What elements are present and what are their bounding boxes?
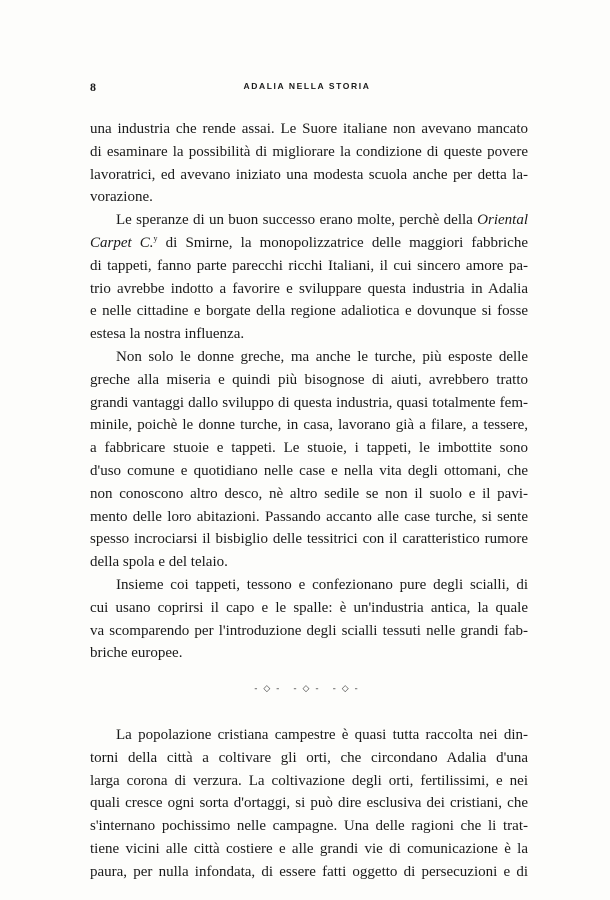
- paragraph-4: [90, 574, 528, 665]
- paragraph-1: [90, 118, 528, 209]
- text-line: e nelle cittadine e borgate della regione adaliotica e dovunque si fosse: [90, 303, 528, 320]
- text-line: spesso incrociarsi il bisbiglio delle tessitrici con il caratteristico rumore: [90, 531, 528, 548]
- section-divider-ornament: -◇- -◇- -◇-: [254, 683, 364, 694]
- text-line: paura, per nulla infondata, di essere fatti oggetto di persecuzioni e di: [90, 863, 528, 880]
- text-line: lavoratrici, ed avevano iniziato una modesta scuola anche per detta la-: [90, 166, 528, 183]
- paragraph-5: [90, 724, 528, 884]
- body-text: [90, 118, 528, 884]
- text-line: [90, 209, 528, 232]
- text-line: non conoscono altro desco, nè altro sedile se non il suolo e il pavi-: [90, 485, 528, 502]
- text-line: grandi vantaggi dallo sviluppo di questa industria, quasi totalmente fem-: [90, 394, 528, 411]
- text-line: Non solo le donne greche, ma anche le turche, più esposte delle: [116, 348, 528, 365]
- text-segment: di Smirne, la monopolizzatrice delle maggiori fabbriche: [165, 234, 528, 251]
- text-line: tiene vicini alle città costiere e alle grandi vie di comunicazione è la: [90, 840, 528, 857]
- text-line: greche alla miseria e quindi più bisognose di aiuti, avrebbero tratto: [90, 371, 528, 388]
- italic-company-name: Carpet C.: [90, 234, 154, 251]
- text-line: La popolazione cristiana campestre è quasi tutta raccolta nei din-: [116, 726, 528, 743]
- text-line: della spola e del telaio.: [90, 554, 228, 571]
- text-line: [90, 232, 528, 255]
- text-line: torni della città a coltivare gli orti, che circondano Adalia d'una: [90, 749, 528, 766]
- text-line: minile, poichè le donne turche, in casa, lavorano già a filare, a tessere,: [90, 417, 528, 434]
- text-line: s'internano pochissimo nelle campagne. Una delle ragioni che li trat-: [90, 818, 528, 835]
- text-line: trio avrebbe indotto a favorire e sviluppare questa industria in Adalia: [90, 280, 528, 297]
- text-line: cui usano coprirsi il capo e le spalle: è un'industria antica, la quale: [90, 599, 528, 616]
- text-segment: Le speranze di un buon successo erano molte, perchè della: [116, 212, 473, 229]
- text-line: d'uso comune e quotidiano nelle case e nella vita degli ottomani, che: [90, 462, 528, 479]
- paragraph-2: [90, 209, 528, 346]
- text-line: quali cresce ogni sorta d'ortaggi, si può dire esclusiva dei cristiani, che: [90, 795, 528, 812]
- text-line: di tappeti, fanno parte parecchi ricchi Italiani, il cui sincero amore pa-: [90, 257, 528, 274]
- text-line: di esaminare la possibilità di migliorare la condizione di queste povere: [90, 143, 528, 160]
- superscript: y: [153, 233, 158, 243]
- text-line: mento delle loro abitazioni. Passando accanto alle case turche, si sente: [90, 508, 528, 525]
- text-line: estesa la nostra influenza.: [90, 326, 245, 343]
- running-head: ADALIA NELLA STORIA: [243, 81, 371, 91]
- text-line: a fabbricare stuoie e tappeti. Le stuoie, i tappeti, le imbottite sono: [90, 440, 528, 457]
- text-line: briche europee.: [90, 645, 183, 662]
- page-header: [90, 80, 524, 96]
- text-line: vorazione.: [90, 189, 153, 206]
- paragraph-3: [90, 346, 528, 574]
- text-line: larga corona di verzura. La coltivazione degli orti, fertilissimi, e nei: [90, 772, 528, 789]
- text-line: va scomparendo per l'introduzione degli scialli tessuti nelle grandi fab-: [90, 622, 528, 639]
- page-number: 8: [90, 80, 97, 94]
- italic-company-name: Oriental: [477, 212, 529, 229]
- text-line: una industria che rende assai. Le Suore italiane non avevano mancato: [90, 121, 528, 137]
- text-line: Insieme coi tappeti, tessono e confezionano pure degli scialli, di: [116, 576, 528, 593]
